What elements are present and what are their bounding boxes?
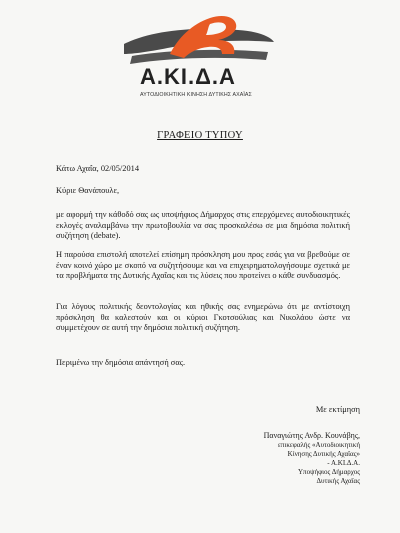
signer-title-5: Δυτικής Αχαΐας (316, 477, 360, 485)
org-subtitle: ΑΥΤΟΔΙΟΙΚΗΤΙΚΗ ΚΙΝΗΣΗ ΔΥΤΙΚΗΣ ΑΧΑΪΑΣ (140, 92, 252, 98)
paragraph-2: Η παρούσα επιστολή αποτελεί επίσημη πρόσκληση μου προς εσάς για να βρεθούμε σε έναν κοινό χώρο με σκοπό να συζητήσουμε και να επιχειρηματολογήσουμε σχετικά με τα προβλήματα της Δυτικής Αχαΐας και τις λύσεις που προτείνει ο κάθε συνδυασμός. (56, 250, 350, 281)
signature-block (210, 431, 360, 486)
brushstroke-logo-icon (118, 10, 278, 70)
closing-line: Περιμένω την δημόσια απάντησή σας. (56, 358, 186, 367)
press-office-heading: ΓΡΑΦΕΙΟ ΤΥΠΟΥ (157, 130, 243, 141)
signer-title-2: Κίνησης Δυτικής Αχαΐας» (287, 450, 360, 458)
signer-title-3: - Α.ΚΙ.Δ.Α. (327, 459, 360, 467)
org-name: Α.ΚΙ.Δ.Α (140, 64, 236, 89)
regards: Με εκτίμηση (315, 405, 360, 414)
signer-title-4: Υποψήφιος Δήμαρχος (298, 468, 360, 476)
paragraph-3: Για λόγους πολιτικής δεοντολογίας και ηθικής σας ενημερώνω ότι με αντίστοιχη πρόσκληση θα καλεστούν και οι κύριοι Γκοτσούλιας και Νικολάου ώστε να συμμετέχουν σε αυτή την δημόσια πολιτική συζήτηση. (56, 302, 350, 333)
paragraph-1: με αφορμή την κάθοδό σας ως υποψήφιος Δήμαρχος στις επερχόμενες αυτοδιοικητικές εκλογές αναλαμβάνω την πρωτοβουλία να σας προσκαλέσω σε μια δημόσια πολιτική συζήτηση (debate). (56, 210, 350, 241)
signer-title-1: επικεφαλής «Αυτοδιοικητική (277, 441, 360, 449)
signer-name: Παναγιώτης Ανδρ. Κουνάβης, (263, 431, 360, 440)
salutation: Κύριε Θανάπουλε, (56, 186, 120, 195)
dateline: Κάτω Αχαΐα, 02/05/2014 (56, 164, 140, 173)
